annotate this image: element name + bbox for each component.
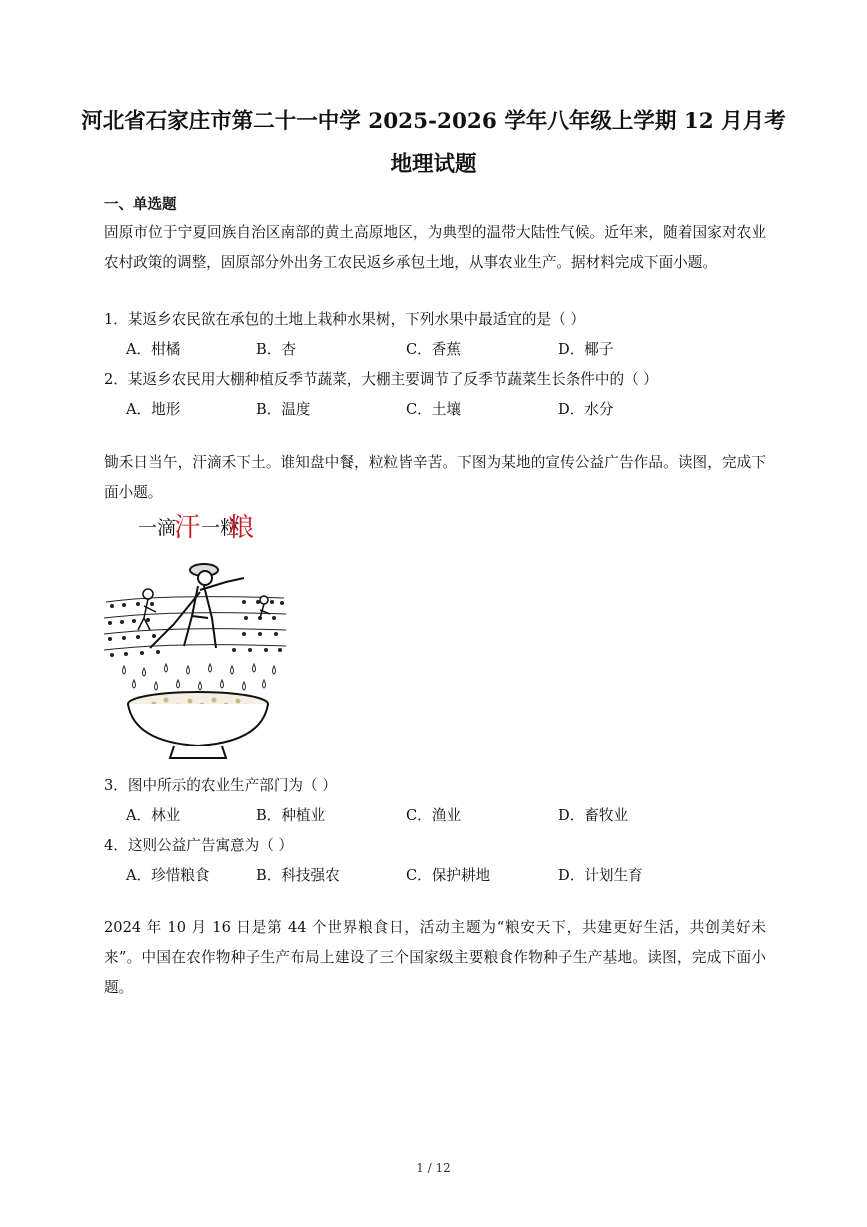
option-c: C．香蕉 <box>406 341 461 358</box>
option-d: D．畜牧业 <box>558 807 629 824</box>
option-b: B．科技强农 <box>256 867 340 884</box>
option-b: B．种植业 <box>256 807 326 824</box>
small-farmer-right <box>260 596 270 618</box>
rice-bowl <box>128 692 268 758</box>
option-c: C．保护耕地 <box>406 867 491 884</box>
document-title-line2: 地理试题 <box>390 152 477 177</box>
question-3-stem: 3．图中所示的农业生产部门为（ ） <box>104 777 337 794</box>
option-d: D．计划生育 <box>558 867 643 884</box>
question-4-stem: 4．这则公益广告寓意为（ ） <box>104 837 294 854</box>
question-1-stem: 1．某返乡农民欲在承包的土地上栽种水果树，下列水果中最适宜的是（ ） <box>104 311 585 328</box>
poster-text-4: 粮 <box>228 512 255 542</box>
question-2-stem: 2．某返乡农民用大棚种植反季节蔬菜，大棚主要调节了反季节蔬菜生长条件中的（ ） <box>104 371 658 388</box>
section-heading: 一、单选题 <box>104 196 177 213</box>
passage-3: 2024 年 10 月 16 日是第 44 个世界粮食日，活动主题为“粮安天下，共建更好生活，共创美好未来”。中国在农作物种子生产布局上建设了三个国家级主要粮食作物种子生产基地。读图，完成下面小题。 <box>104 919 766 996</box>
poster-text-3: 一粒 <box>201 518 240 539</box>
poster-svg <box>104 506 290 762</box>
poster-illustration <box>104 506 290 762</box>
sweat-drops <box>123 664 276 690</box>
poster-text-1: 一滴 <box>138 518 177 539</box>
document-title-line1: 河北省石家庄市第二十一中学 2025-2026 学年八年级上学期 12 月月考 <box>81 109 786 134</box>
option-d: D．水分 <box>558 401 614 418</box>
option-c: C．渔业 <box>406 807 461 824</box>
passage-2: 锄禾日当午，汗滴禾下土。谁知盘中餐，粒粒皆辛苦。下图为某地的宣传公益广告作品。读图，完成下面小题。 <box>104 454 766 501</box>
passage-1: 固原市位于宁夏回族自治区南部的黄土高原地区，为典型的温带大陆性气候。近年来，随着国家对农业农村政策的调整，固原部分外出务工农民返乡承包土地，从事农业生产。据材料完成下面小题。 <box>104 224 766 271</box>
page-number: 1 / 12 <box>416 1161 451 1175</box>
option-a: A．珍惜粮食 <box>126 867 210 884</box>
option-b: B．杏 <box>256 341 296 358</box>
option-a: A．地形 <box>126 401 181 418</box>
option-a: A．林业 <box>126 807 181 824</box>
poster-text-2: 汗 <box>174 512 201 542</box>
option-a: A．柑橘 <box>126 341 181 358</box>
option-d: D．椰子 <box>558 341 614 358</box>
option-b: B．温度 <box>256 401 311 418</box>
option-c: C．土壤 <box>406 401 461 418</box>
farmer-figure <box>150 564 244 648</box>
small-farmer-left <box>138 589 156 630</box>
